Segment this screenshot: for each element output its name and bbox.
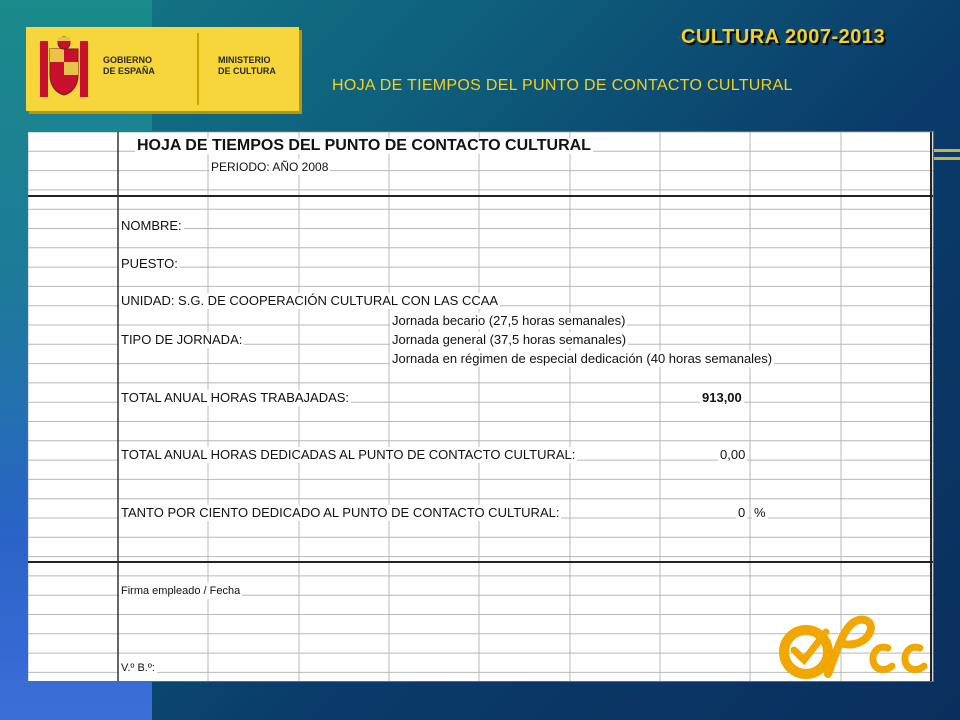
total-pcc-label: TOTAL ANUAL HORAS DEDICADAS AL PUNTO DE CONTACTO CULTURAL: <box>121 447 576 462</box>
porcentaje-value: 0 <box>738 505 746 520</box>
total-trabajadas-label: TOTAL ANUAL HORAS TRABAJADAS: <box>121 390 350 405</box>
pcc-logo-icon <box>776 614 928 684</box>
spreadsheet <box>27 131 934 682</box>
logo-divider <box>197 33 199 105</box>
ministry-logo <box>26 27 299 111</box>
spanish-coat-of-arms-icon <box>36 35 92 103</box>
gobierno-text: GOBIERNO DE ESPAÑA <box>103 55 155 76</box>
slide-subtitle: HOJA DE TIEMPOS DEL PUNTO DE CONTACTO CULTURAL <box>332 77 793 94</box>
jornada-especial-option: Jornada en régimen de especial dedicación (40 horas semanales) <box>392 351 773 366</box>
jornada-becario-option: Jornada becario (27,5 horas semanales) <box>392 313 626 328</box>
puesto-label: PUESTO: <box>121 256 178 271</box>
decor-line <box>932 157 960 160</box>
firma-label: Firma empleado / Fecha <box>121 585 241 597</box>
tipo-jornada-label: TIPO DE JORNADA: <box>121 332 243 347</box>
vb-label: V.º B.º: <box>121 662 155 674</box>
ministerio-text: MINISTERIO DE CULTURA <box>218 55 276 76</box>
decor-line <box>932 149 960 152</box>
jornada-general-option: Jornada general (37,5 horas semanales) <box>392 332 627 347</box>
brand-title: CULTURA 2007-2013 <box>681 26 886 48</box>
porcentaje-label: TANTO POR CIENTO DEDICADO AL PUNTO DE CONTACTO CULTURAL: <box>121 505 560 520</box>
total-pcc-value: 0,00 <box>720 447 746 462</box>
nombre-label: NOMBRE: <box>121 218 182 233</box>
unidad-label: UNIDAD: S.G. DE COOPERACIÓN CULTURAL CON LAS CCAA <box>121 293 499 308</box>
porcentaje-unit: % <box>754 505 766 520</box>
total-trabajadas-value: 913,00 <box>702 390 742 405</box>
periodo-label: PERIODO: AÑO 2008 <box>211 160 329 174</box>
sheet-title: HOJA DE TIEMPOS DEL PUNTO DE CONTACTO CULTURAL <box>137 137 591 154</box>
